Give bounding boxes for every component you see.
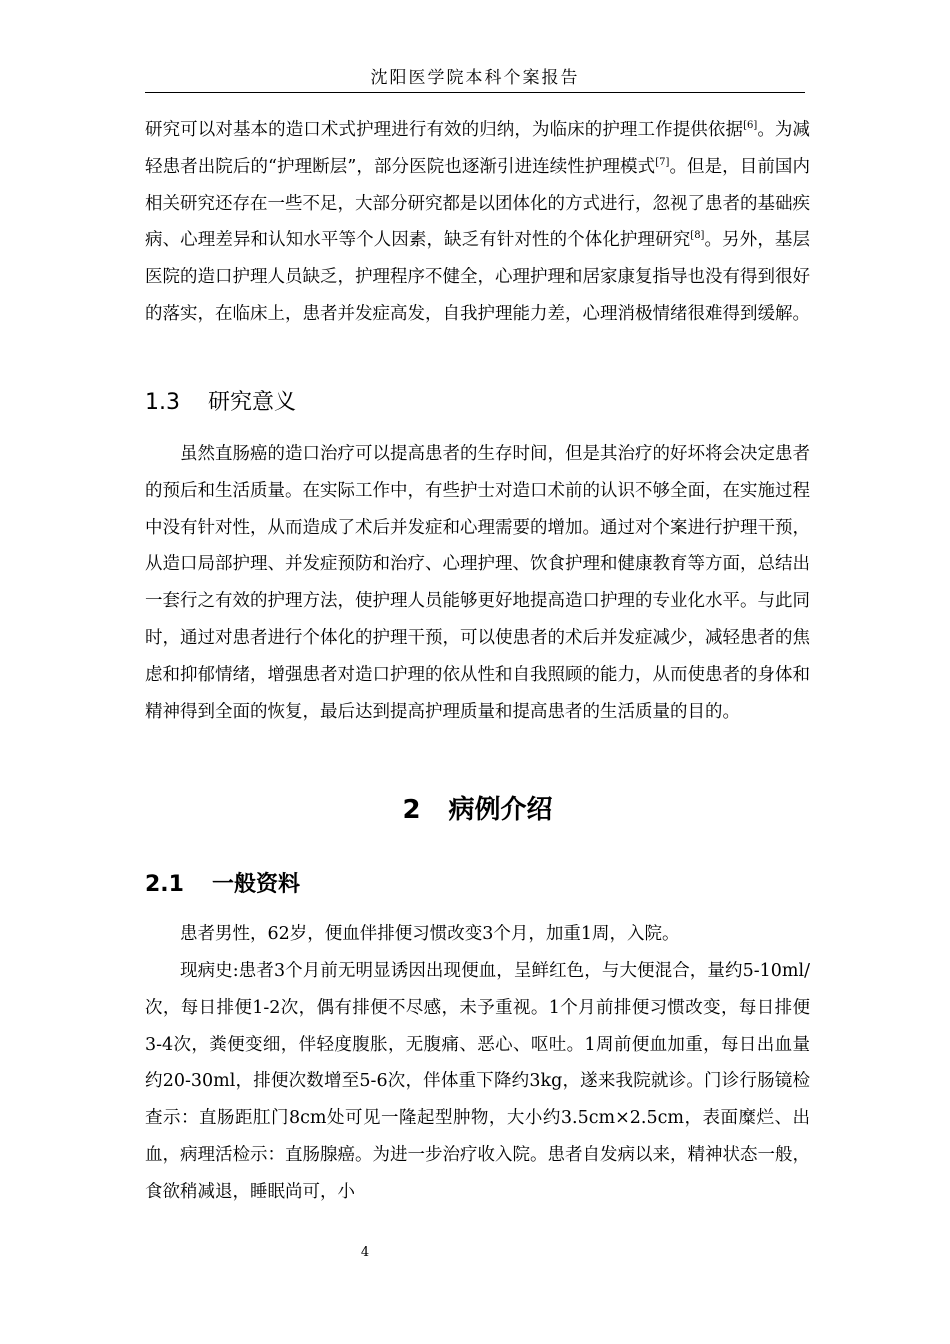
citation-ref: [6] xyxy=(743,120,758,131)
chapter-title: 病例介绍 xyxy=(448,795,553,825)
paragraph-patient-summary: 患者男性，62岁，便血伴排便习惯改变3个月，加重1周，入院。 xyxy=(180,924,680,944)
text-segment: 。为减轻患者出院后的“护理断层”，部分医院也逐渐引进连续性护理模式 xyxy=(145,120,811,177)
text-segment: 。另外，基层医院的造口护理人员缺乏，护理程序不健全，心理护理和居家康复指导也没有得到很好的落实，在临床上，患者并发症高发，自我护理能力差，心理消极情绪很难得到缓解。 xyxy=(145,230,811,324)
text-segment: 。但是，目前国内相关研究还存在一些不足，大部分研究都是以团体化的方式进行，忽视了患者的基础疾病、心理差异和认知水平等个人因素，缺乏有针对性的个体化护理研究 xyxy=(145,156,810,251)
section-heading-2-1 xyxy=(145,870,300,900)
chapter-heading-2 xyxy=(145,792,810,828)
paragraph-research-significance: 虽然直肠癌的造口治疗可以提高患者的生存时间，但是其治疗的好坏将会决定患者的预后和生活质量。在实际工作中，有些护士对造口术前的认识不够全面，在实施过程中没有针对性，从而造成了术后并发症和心理需要的增加。通过对个案进行护理干预，从造口局部护理、并发症预防和治疗、心理护理、饮食护理和健康教育等方面，总结出一套行之有效的护理方法，使护理人员能够更好地提高造口护理的专业化水平。与此同时，通过对患者进行个体化的护理干预，可以使患者的术后并发症减少，减轻患者的焦虑和抑郁情绪，增强患者对造口护理的依从性和自我照顾的能力，从而使患者的身体和精神得到全面的恢复，最后达到提高护理质量和提高患者的生活质量的目的。 xyxy=(145,444,810,722)
section-number: 2.1 xyxy=(145,872,184,897)
section-heading-1-3 xyxy=(145,388,296,418)
citation-ref: [7] xyxy=(655,156,670,168)
chapter-number: 2 xyxy=(402,795,421,825)
text-segment: 研究可以对基本的造口术式护理进行有效的归纳，为临床的护理工作提供依据 xyxy=(145,120,744,140)
page-number: 4 xyxy=(360,1245,370,1260)
citation-ref: [8] xyxy=(690,230,705,242)
page-header: 沈阳医学院本科个案报告 xyxy=(145,64,805,93)
paragraph-present-history: 现病史:患者3个月前无明显诱因出现便血，呈鲜红色，与大便混合，量约5-10ml/次，每日排便1-2次，偶有排便不尽感，未予重视。1个月前排便习惯改变，每日排便3-4次，粪便变细，伴轻度腹胀，无腹痛、恶心、呕吐。1周前便血加重，每日出血量约20-30ml，排便次数增至5-6次，伴体重下降约3kg，遂来我院就诊。门诊行肠镜检查示：直肠距肛门8cm处可见一隆起型肿物，大小约3.5cm×2.5cm，表面糜烂、出血，病理活检示：直肠腺癌。为进一步治疗收入院。患者自发病以来，精神状态一般，食欲稍减退，睡眠尚可，小 xyxy=(145,961,810,1202)
paragraph-research-status xyxy=(145,112,810,333)
section-title: 一般资料 xyxy=(211,872,300,897)
section-number: 1.3 xyxy=(145,390,180,415)
section-title: 研究意义 xyxy=(208,390,297,415)
